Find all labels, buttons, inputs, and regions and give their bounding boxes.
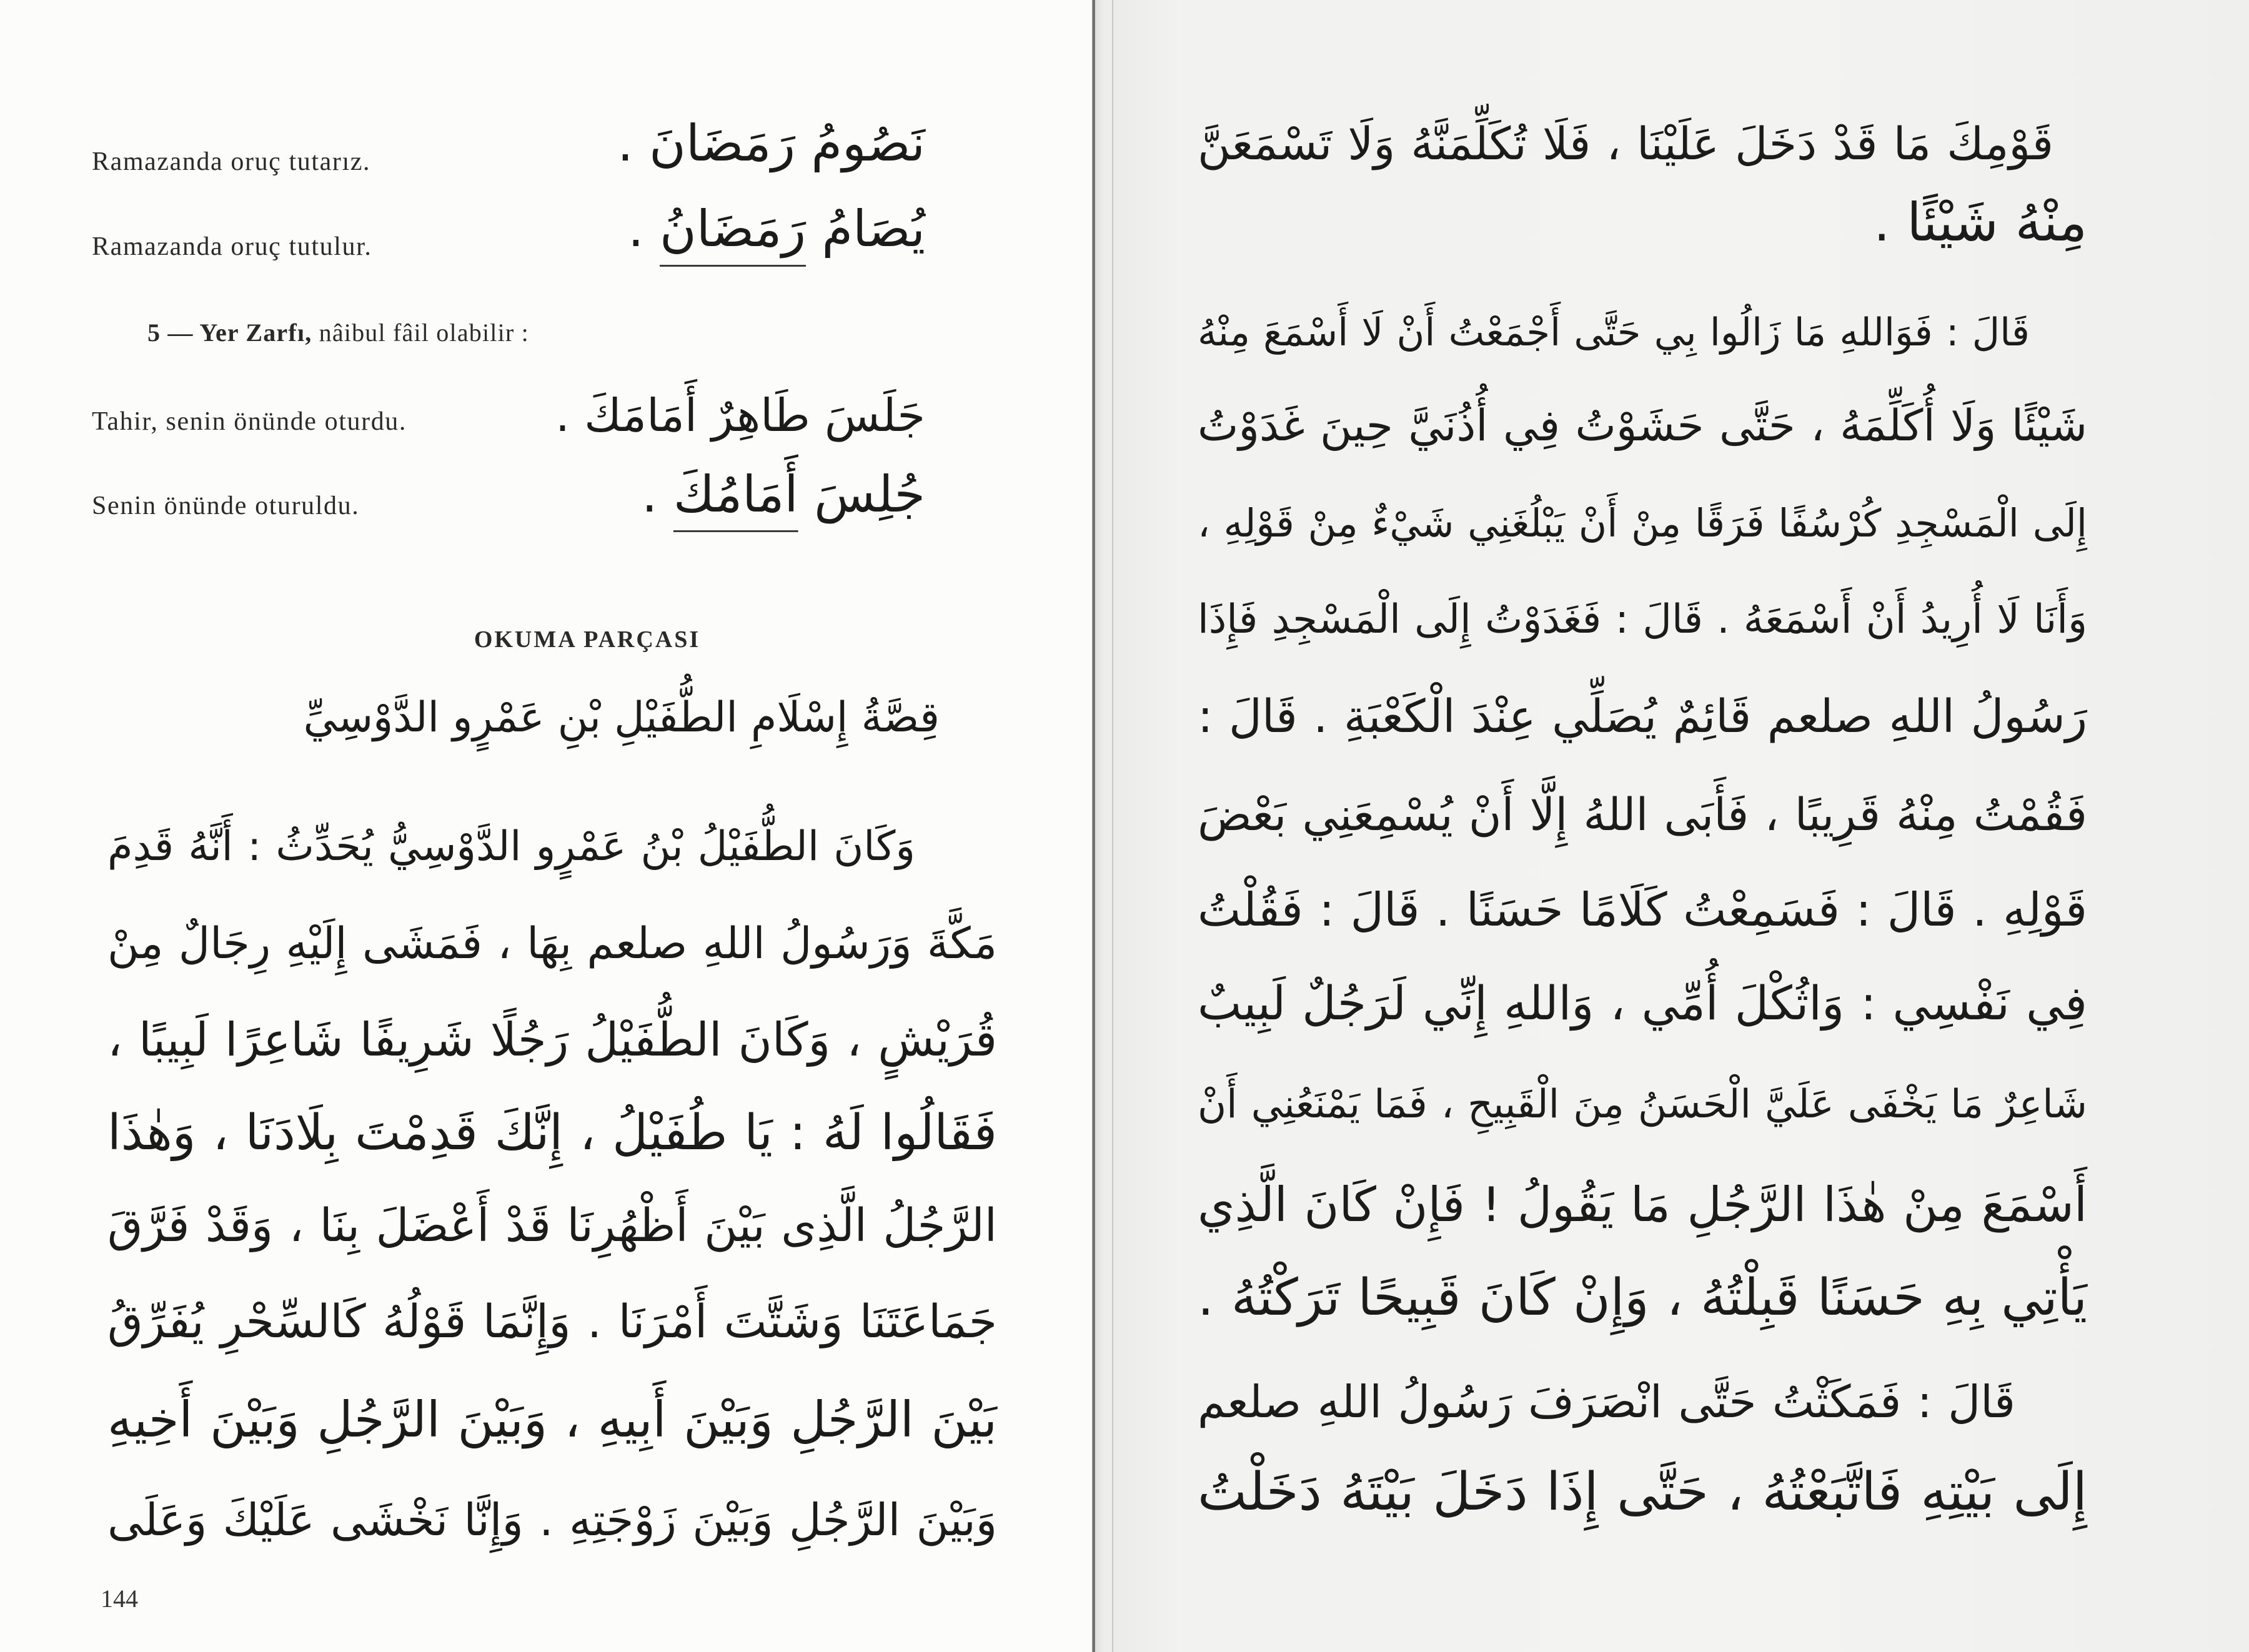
text-line-content: فَقَالُوا لَهُ : يَا طُفَيْلُ ، إِنَّكَ قَدِمْتَ بِلَادَنَا ، وَهٰذَا (107, 1105, 997, 1161)
text-line (1198, 1445, 2087, 1538)
text-line (107, 1086, 997, 1180)
text-line (107, 1275, 997, 1369)
text-line-content: قَالَ : فَمَكَثْتُ حَتَّى انْصَرَفَ رَسُولُ اللهِ صلعم (1198, 1376, 2015, 1428)
text-line-content: فَقُمْتُ مِنْهُ قَرِيبًا ، فَأَبَى اللهُ إِلَّا أَنْ يُسْمِعَنِي بَعْضَ (1198, 788, 2087, 841)
arabic-example-1 (550, 103, 925, 184)
text-line-content: إِلَى الْمَسْجِدِ كُرْسُفًا فَرَقًا مِنْ أَنْ يَبْلُغَنِي شَيْءٌ مِنْ قَوْلِهِ ، (1198, 501, 2087, 546)
section-heading: OKUMA PARÇASI (474, 626, 701, 653)
text-line-content: شَاعِرٌ مَا يَخْفَى عَلَيَّ الْحَسَنُ مِنَ الْقَبِيحِ ، فَمَا يَمْنَعُنِي أَنْ (1198, 1081, 2087, 1127)
text-line (1198, 864, 2087, 957)
turkish-translation-2: Ramazanda oruç tutulur. (92, 232, 372, 261)
rule-label: 5 — Yer Zarfı, (147, 319, 312, 347)
arabic-example-end: . (628, 200, 644, 258)
turkish-translation-4: Senin önünde oturuldu. (92, 492, 360, 520)
text-line (107, 1373, 997, 1467)
text-line-content: قَوْمِكَ مَا قَدْ دَخَلَ عَلَيْنَا ، فَلَا تُكَلِّمَنَّهُ وَلَا تَسْمَعَنَّ (1198, 117, 2053, 170)
text-line (107, 1473, 997, 1567)
page-gutter (1095, 0, 1114, 1652)
text-line-content: أَسْمَعَ مِنْ هٰذَا الرَّجُلِ مَا يَقُولُ ! فَإِنْ كَانَ الَّذِي (1198, 1177, 2087, 1232)
text-line (1198, 1251, 2087, 1345)
text-line (1198, 1057, 2087, 1151)
arabic-example-text: جَلَسَ طَاهِرٌ أَمَامَكَ . (555, 390, 925, 442)
text-line (1198, 176, 2087, 269)
text-line-content: فِي نَفْسِي : وَاثُكْلَ أُمِّي ، وَاللهِ إِنِّي لَرَجُلٌ لَبِيبٌ (1198, 976, 2087, 1031)
text-line (1198, 286, 2030, 380)
text-line (107, 993, 997, 1087)
text-line (1198, 670, 2087, 764)
text-line-content: قَوْلِهِ . قَالَ : فَسَمِعْتُ كَلَامًا حَسَنًا . قَالَ : فَقُلْتُ (1198, 884, 2087, 937)
underlined-word: رَمَضَانُ (660, 200, 807, 258)
reading-title (294, 670, 940, 764)
arabic-example-text (628, 200, 925, 258)
arabic-example-2 (550, 189, 925, 270)
text-line-content: وَأَنَا لَا أُرِيدُ أَنْ أَسْمَعَهُ . قَالَ : فَغَدَوْتُ إِلَى الْمَسْجِدِ فَإِذَا (1198, 596, 2087, 643)
arabic-example-4 (550, 454, 925, 535)
text-line (1198, 768, 2087, 861)
text-line (1198, 1158, 2087, 1252)
text-line (1198, 379, 2087, 473)
text-line (1198, 573, 2087, 666)
text-line (107, 799, 915, 893)
arabic-example-end: . (642, 465, 658, 523)
rule-text: nâibul fâil olabilir : (319, 319, 529, 347)
grammar-rule (147, 317, 529, 349)
arabic-example-start: يُصَامُ (822, 200, 925, 258)
text-line-content: قُرَيْشٍ ، وَكَانَ الطُّفَيْلُ رَجُلًا شَرِيفًا شَاعِرًا لَبِيبًا ، (107, 1013, 997, 1067)
arabic-example-3 (550, 375, 925, 457)
text-line-content: وَبَيْنَ الرَّجُلِ وَبَيْنَ زَوْجَتِهِ . وَإِنَّا نَخْشَى عَلَيْكَ وَعَلَى (107, 1494, 997, 1546)
arabic-example-start: جُلِسَ (814, 465, 925, 523)
text-line-content: جَمَاعَتَنَا وَشَتَّتَ أَمْرَنَا . وَإِنَّمَا قَوْلُهُ كَالسِّحْرِ يُفَرِّقُ (107, 1295, 997, 1348)
text-line-content: إِلَى بَيْتِهِ فَاتَّبَعْتُهُ ، حَتَّى إِذَا دَخَلَ بَيْتَهُ دَخَلْتُ (1198, 1461, 2087, 1522)
text-line-content: يَأْتِي بِهِ حَسَنًا قَبِلْتُهُ ، وَإِنْ كَانَ قَبِيحًا تَرَكْتُهُ . (1198, 1269, 2087, 1327)
turkish-translation-1: Ramazanda oruç tutarız. (92, 147, 371, 176)
text-line (1198, 957, 2087, 1051)
text-line-content: الرَّجُلُ الَّذِى بَيْنَ أَظْهُرِنَا قَدْ أَعْضَلَ بِنَا ، وَقَدْ فَرَّقَ (107, 1199, 997, 1252)
text-line (1198, 477, 2087, 570)
page-number: 144 (101, 1585, 138, 1613)
text-line (1198, 1355, 2015, 1449)
text-line-content: رَسُولُ اللهِ صلعم قَائِمٌ يُصَلِّي عِنْدَ الْكَعْبَةِ . قَالَ : (1198, 690, 2087, 743)
text-line-content: قَالَ : فَوَاللهِ مَا زَالُوا بِي حَتَّى أَجْمَعْتُ أَنْ لَا أَسْمَعَ مِنْهُ (1198, 310, 2030, 355)
arabic-example-text: نَصُومُ رَمَضَانَ . (617, 114, 925, 172)
text-line-content: مَكَّةَ وَرَسُولُ اللهِ صلعم بِهَا ، فَمَشَى إِلَيْهِ رِجَالٌ مِنْ (107, 919, 997, 969)
text-line-content: بَيْنَ الرَّجُلِ وَبَيْنَ أَبِيهِ ، وَبَيْنَ الرَّجُلِ وَبَيْنَ أَخِيهِ (107, 1391, 997, 1448)
reading-title-text: قِصَّةُ إِسْلَامِ الطُّفَيْلِ بْنِ عَمْرٍو الدَّوْسِيِّ (303, 693, 940, 741)
text-line (107, 897, 997, 991)
turkish-translation-3: Tahir, senin önünde oturdu. (92, 407, 407, 436)
text-line-content: شَيْئًا وَلَا أُكَلِّمَهُ ، حَتَّى حَشَوْتُ فِي أُذُنَيَّ حِينَ غَدَوْتُ (1198, 401, 2087, 451)
text-line-content: مِنْهُ شَيْئًا . (1873, 192, 2087, 253)
arabic-example-text (642, 465, 925, 523)
underlined-word: أَمَامُكَ (673, 465, 798, 523)
text-line-content: وَكَانَ الطُّفَيْلُ بْنُ عَمْرٍو الدَّوْسِيُّ يُحَدِّثُ : أَنَّهُ قَدِمَ (107, 823, 915, 870)
text-line (107, 1179, 997, 1273)
